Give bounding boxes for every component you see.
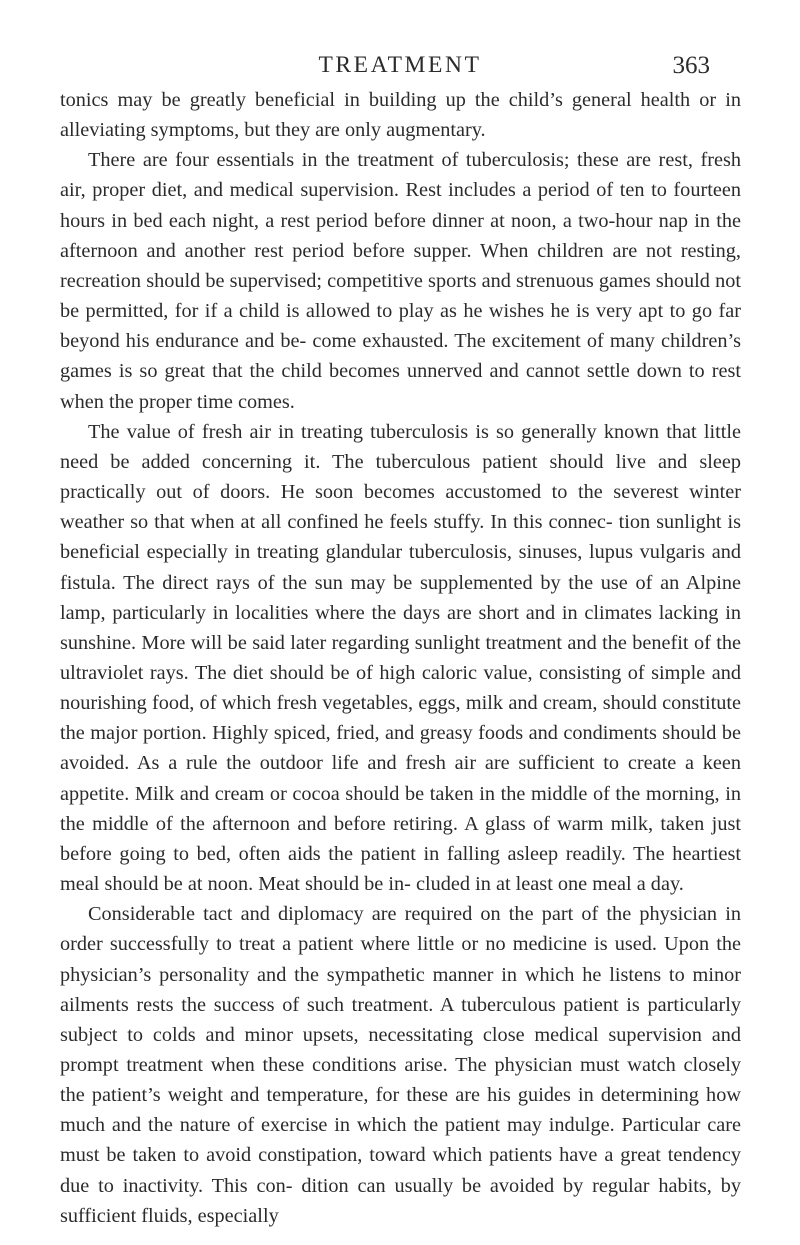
paragraph-essentials-of-treatment: There are four essentials in the treatment of tuberculosis; these are rest, fresh air, proper diet, and medical supervision. Rest includes a period of ten to fourteen hours in bed each night, a rest period before dinner at noon, a two-hour nap in the afternoon and another rest period before supper. When children are not resting, recreation should be supervised; competitive sports and strenuous games should not be permitted, for if a child is allowed to play as he wishes he is very apt to go far beyond his endurance and be- come exhausted. The excitement of many children’s games is so great that the child becomes unnerved and cannot settle down to rest when the proper time comes. bbox=[60, 149, 741, 413]
body-text bbox=[60, 85, 741, 1231]
paragraph-continued: tonics may be greatly beneficial in building up the child’s general health or in alleviating symptoms, but they are only augmentary. bbox=[60, 89, 741, 142]
paragraph-medical-supervision: Considerable tact and diplomacy are required on the part of the physician in order successfully to treat a patient where little or no medicine is used. Upon the physician’s personality and the sympathetic manner in which he listens to minor ailments rests the success of such treatment. A tuberculous patient is particularly subject to colds and minor upsets, necessitating close medical supervision and prompt treatment when these conditions arise. The physician must watch closely the patient’s weight and temperature, for these are his guides in determining how much and the nature of exercise in which the patient may indulge. Particular care must be taken to avoid constipation, toward which patients have a great tendency due to inactivity. This con- dition can usually be avoided by regular habits, by sufficient fluids, especially bbox=[60, 903, 741, 1227]
running-title: TREATMENT bbox=[318, 52, 482, 78]
paragraph-fresh-air-and-diet: The value of fresh air in treating tuberculosis is so generally known that little need be added concerning it. The tuberculous patient should live and sleep practically out of doors. He soon becomes accustomed to the severest winter weather so that when at all confined he feels stuffy. In this connec- tion sunlight is beneficial especially in treating glandular tuberculosis, sinuses, lupus vulgaris and fistula. The direct rays of the sun may be supplemented by the use of an Alpine lamp, particularly in localities where the days are short and in climates lacking in sunshine. More will be said later regarding sunlight treatment and the benefit of the ultraviolet rays. The diet should be of high caloric value, consisting of simple and nourishing food, of which fresh vegetables, eggs, milk and cream, should constitute the major portion. Highly spiced, fried, and greasy foods and condiments should be avoided. As a rule the outdoor life and fresh air are sufficient to create a keen appetite. Milk and cream or cocoa should be taken in the middle of the morning, in the middle of the afternoon and before retiring. A glass of warm milk, taken just before going to bed, often aids the patient in falling asleep readily. The heartiest meal should be at noon. Meat should be in- cluded in at least one meal a day. bbox=[60, 420, 741, 896]
running-head bbox=[90, 50, 710, 84]
page-number: 363 bbox=[672, 52, 710, 79]
